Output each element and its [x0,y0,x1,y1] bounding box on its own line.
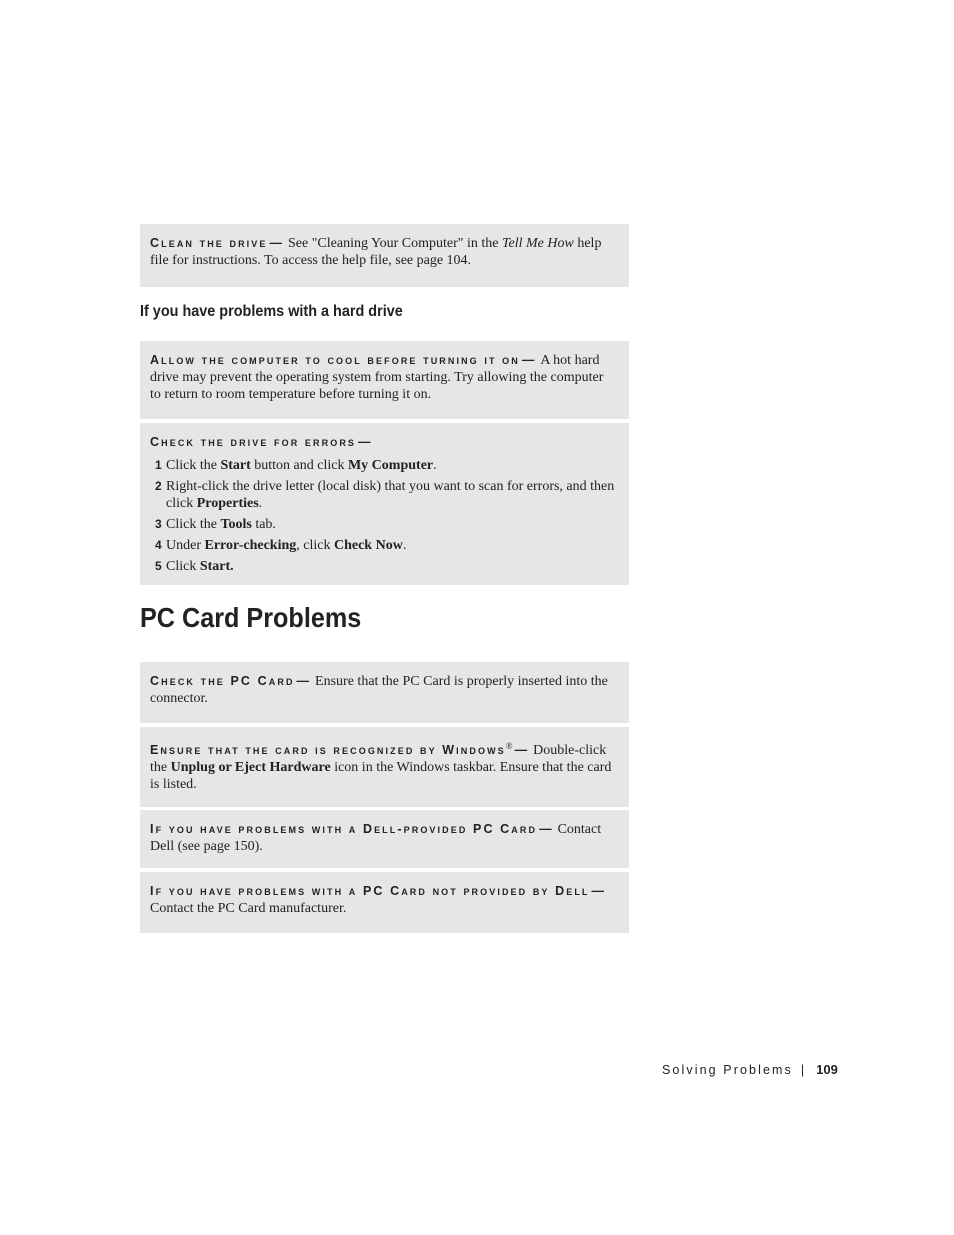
tip-heading: If you have problems with a Dell-provided PC Card [150,822,538,836]
footer-separator: | [800,1063,805,1077]
tip-text: Contact the PC Card manufacturer. [150,901,347,916]
step-number: 4 [155,538,162,552]
tip-heading: Check the drive for errors [150,435,357,449]
tip-dell-pc-card [140,810,629,868]
ui-term: Tools [220,517,252,532]
step-number: 1 [155,458,162,472]
tip-non-dell-pc-card [140,872,629,933]
tip-cool-computer [140,341,629,419]
tip-text: Double-click the [150,743,607,775]
tip-text: Ensure that the PC Card is properly inserted into the connector. [150,674,608,706]
em-dash: — [269,236,282,250]
help-file-name: Tell Me How [502,236,574,251]
tip-heading: If you have problems with a PC Card not provided by Dell [150,884,590,898]
step-text: Under [166,538,205,553]
tip-text: help file for instructions. To access the help file, see page 104. [150,236,602,268]
section-heading: PC Card Problems [140,602,362,633]
ui-term: Properties [196,496,259,511]
step-text: tab. [251,517,276,532]
steps-list [150,457,617,575]
em-dash: — [591,884,605,898]
step-text: . [402,538,407,553]
step-text: Right-click the drive letter (local disk) that you want to scan for errors, and then click [166,479,615,511]
step-item [150,558,617,575]
tip-heading: Clean the drive [150,236,268,250]
tip-heading: Allow the computer to cool before turning it on [150,353,520,367]
tip-check-drive [140,423,629,585]
step-number: 2 [155,479,162,493]
tip-heading: Check the PC Card [150,674,295,688]
footer-section-title: Solving Problems [662,1063,793,1077]
em-dash: — [296,674,310,688]
tip-heading: Ensure that the card is recognized by Windows [150,743,506,757]
step-item [150,457,617,474]
em-dash: — [521,353,535,367]
step-text: . [433,458,437,473]
step-item [150,537,617,554]
step-number: 3 [155,517,162,531]
em-dash: — [358,435,371,449]
step-item [150,516,617,533]
page-number: 109 [816,1062,838,1077]
tip-text: A hot hard drive may prevent the operating system from starting. Try allowing the computer to return to room temperature before turning it on. [150,353,604,402]
ui-term: Unplug or Eject Hardware [170,760,331,775]
tip-text: See "Cleaning Your Computer" in the [287,236,503,251]
step-item [150,478,617,512]
step-text: button and click [250,458,348,473]
step-text: Click the [166,458,221,473]
step-text: , click [296,538,334,553]
tip-text: icon in the Windows taskbar. Ensure that the card is listed. [150,760,612,792]
registered-mark: ® [505,741,513,751]
tip-clean-drive [140,224,629,287]
ui-term: Start. [199,559,234,574]
ui-term: Start [220,458,251,473]
step-number: 5 [155,559,162,573]
step-text: Click the [166,517,221,532]
tip-text: Contact Dell (see page 150). [150,822,602,854]
step-text: . [258,496,263,511]
subsection-heading: If you have problems with a hard drive [140,303,403,320]
ui-term: Check Now [333,538,403,553]
step-text: Click [166,559,200,574]
em-dash: — [539,822,552,836]
ui-term: Error-checking [204,538,297,553]
page-footer [662,1062,838,1077]
tip-card-recognized [140,727,629,807]
tip-check-pc-card [140,662,629,723]
ui-term: My Computer [347,458,434,473]
em-dash: — [514,743,528,757]
